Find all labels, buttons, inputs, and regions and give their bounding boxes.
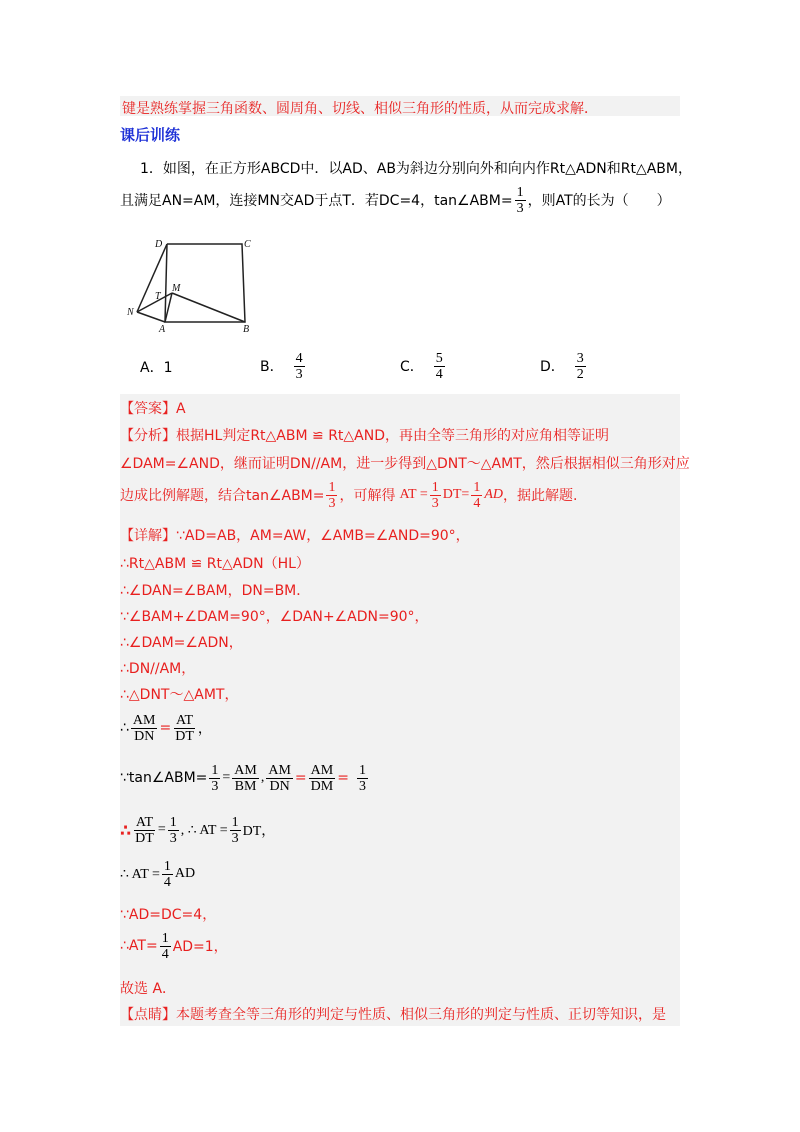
segment-dn (137, 244, 167, 312)
detail-line-2: ∴Rt△ABM ≌ Rt△ADN（HL） (120, 556, 310, 572)
segment-mb (172, 293, 245, 322)
option-d: D． $\frac{3}{2}$ (540, 350, 584, 382)
detail-tag: 【详解】 (120, 528, 176, 544)
conclusion-line: 故选 A． (120, 981, 177, 997)
label-c: C (244, 239, 251, 250)
detail-line-11: ∴ AT = $\frac{1}{4}$ AD (120, 858, 196, 890)
detail-line-8: ∴ $\frac{AM}{DN}$ = $\frac{AT}{DT}$ ， (120, 712, 212, 744)
analysis-line-1: 【分析】根据HL判定Rt△ABM ≌ Rt△AND，再由全等三角形的对应角相等证明 (120, 428, 610, 444)
analysis-line-3: 边成比例解题，结合tan∠ABM= $\frac{1}{3}$ ，可解得 AT = $\frac{1}{3}$ DT= $\frac{1}{4}$ AD ，据此解题. (120, 479, 578, 511)
label-n: N (127, 307, 134, 318)
question-line-2 (120, 185, 671, 215)
answer-value: A (176, 401, 186, 417)
option-c: C． $\frac{5}{4}$ (400, 350, 443, 382)
detail-line-1: 【详解】∵AD=AB，AM=AW，∠AMB=∠AND=90°， (120, 528, 470, 544)
detail-line-4: ∵∠BAM+∠DAM=90°，∠DAN+∠ADN=90°， (120, 609, 429, 625)
question-line-2-post: ，则AT的长为（ ） (527, 193, 671, 209)
detail-line-12: ∵AD=DC=4， (120, 907, 217, 923)
analysis-tag: 【分析】 (120, 428, 176, 444)
geometry-figure (125, 236, 265, 336)
answer-tag: 【答案】 (120, 401, 176, 417)
label-t: T (155, 291, 161, 302)
detail-line-5: ∴∠DAM=∠ADN， (120, 635, 243, 651)
detail-line-13: ∴AT= $\frac{1}{4}$ AD=1， (120, 930, 228, 962)
top-line: 键是熟练掌握三角函数、圆周角、切线、相似三角形的性质，从而完成求解． (122, 101, 598, 117)
question-fraction: $\frac{1}{3}$ (516, 184, 524, 216)
analysis-line-2: ∠DAM=∠AND，继而证明DN//AM，进一步得到△DNT～△AMT，然后根据相似三角形对应 (120, 456, 690, 472)
detail-line-9: ∵tan∠ABM= $\frac{1}{3}$ = $\frac{AM}{BM}$ , $\frac{AM}{DN}$ = $\frac{AM}{DM}$ = $\frac{1}{3}$ (120, 762, 366, 794)
detail-line-3: ∴∠DAN=∠BAM，DN=BM． (120, 583, 311, 599)
label-a: A (159, 324, 166, 335)
segment-na (137, 312, 165, 322)
section-title: 课后训练 (120, 126, 181, 144)
label-d: D (155, 239, 163, 250)
label-b: B (243, 324, 250, 335)
detail-line-6: ∴DN//AM， (120, 661, 196, 677)
comment-line: 【点睛】本题考查全等三角形的判定与性质、相似三角形的判定与性质、正切等知识，是 (120, 1007, 666, 1023)
question-line-1: 1．如图，在正方形ABCD中．以AD、AB为斜边分别向外和向内作Rt△ADN和Rt△ABM， (140, 161, 692, 177)
detail-line-10: ∴ $\frac{AT}{DT}$ = $\frac{1}{3}$ , ∴ AT = $\frac{1}{3}$ DT， (120, 814, 276, 846)
question-line-2-pre: 且满足AN=AM，连接MN交AD于点T．若DC=4，tan∠ABM= (120, 193, 513, 209)
detail-line-7: ∴△DNT～△AMT， (120, 687, 239, 703)
label-m: M (172, 283, 181, 294)
option-b: B． $\frac{4}{3}$ (260, 350, 303, 382)
answer-line (120, 398, 186, 418)
option-a: A．1 (140, 360, 173, 376)
comment-tag: 【点睛】 (120, 1007, 176, 1023)
